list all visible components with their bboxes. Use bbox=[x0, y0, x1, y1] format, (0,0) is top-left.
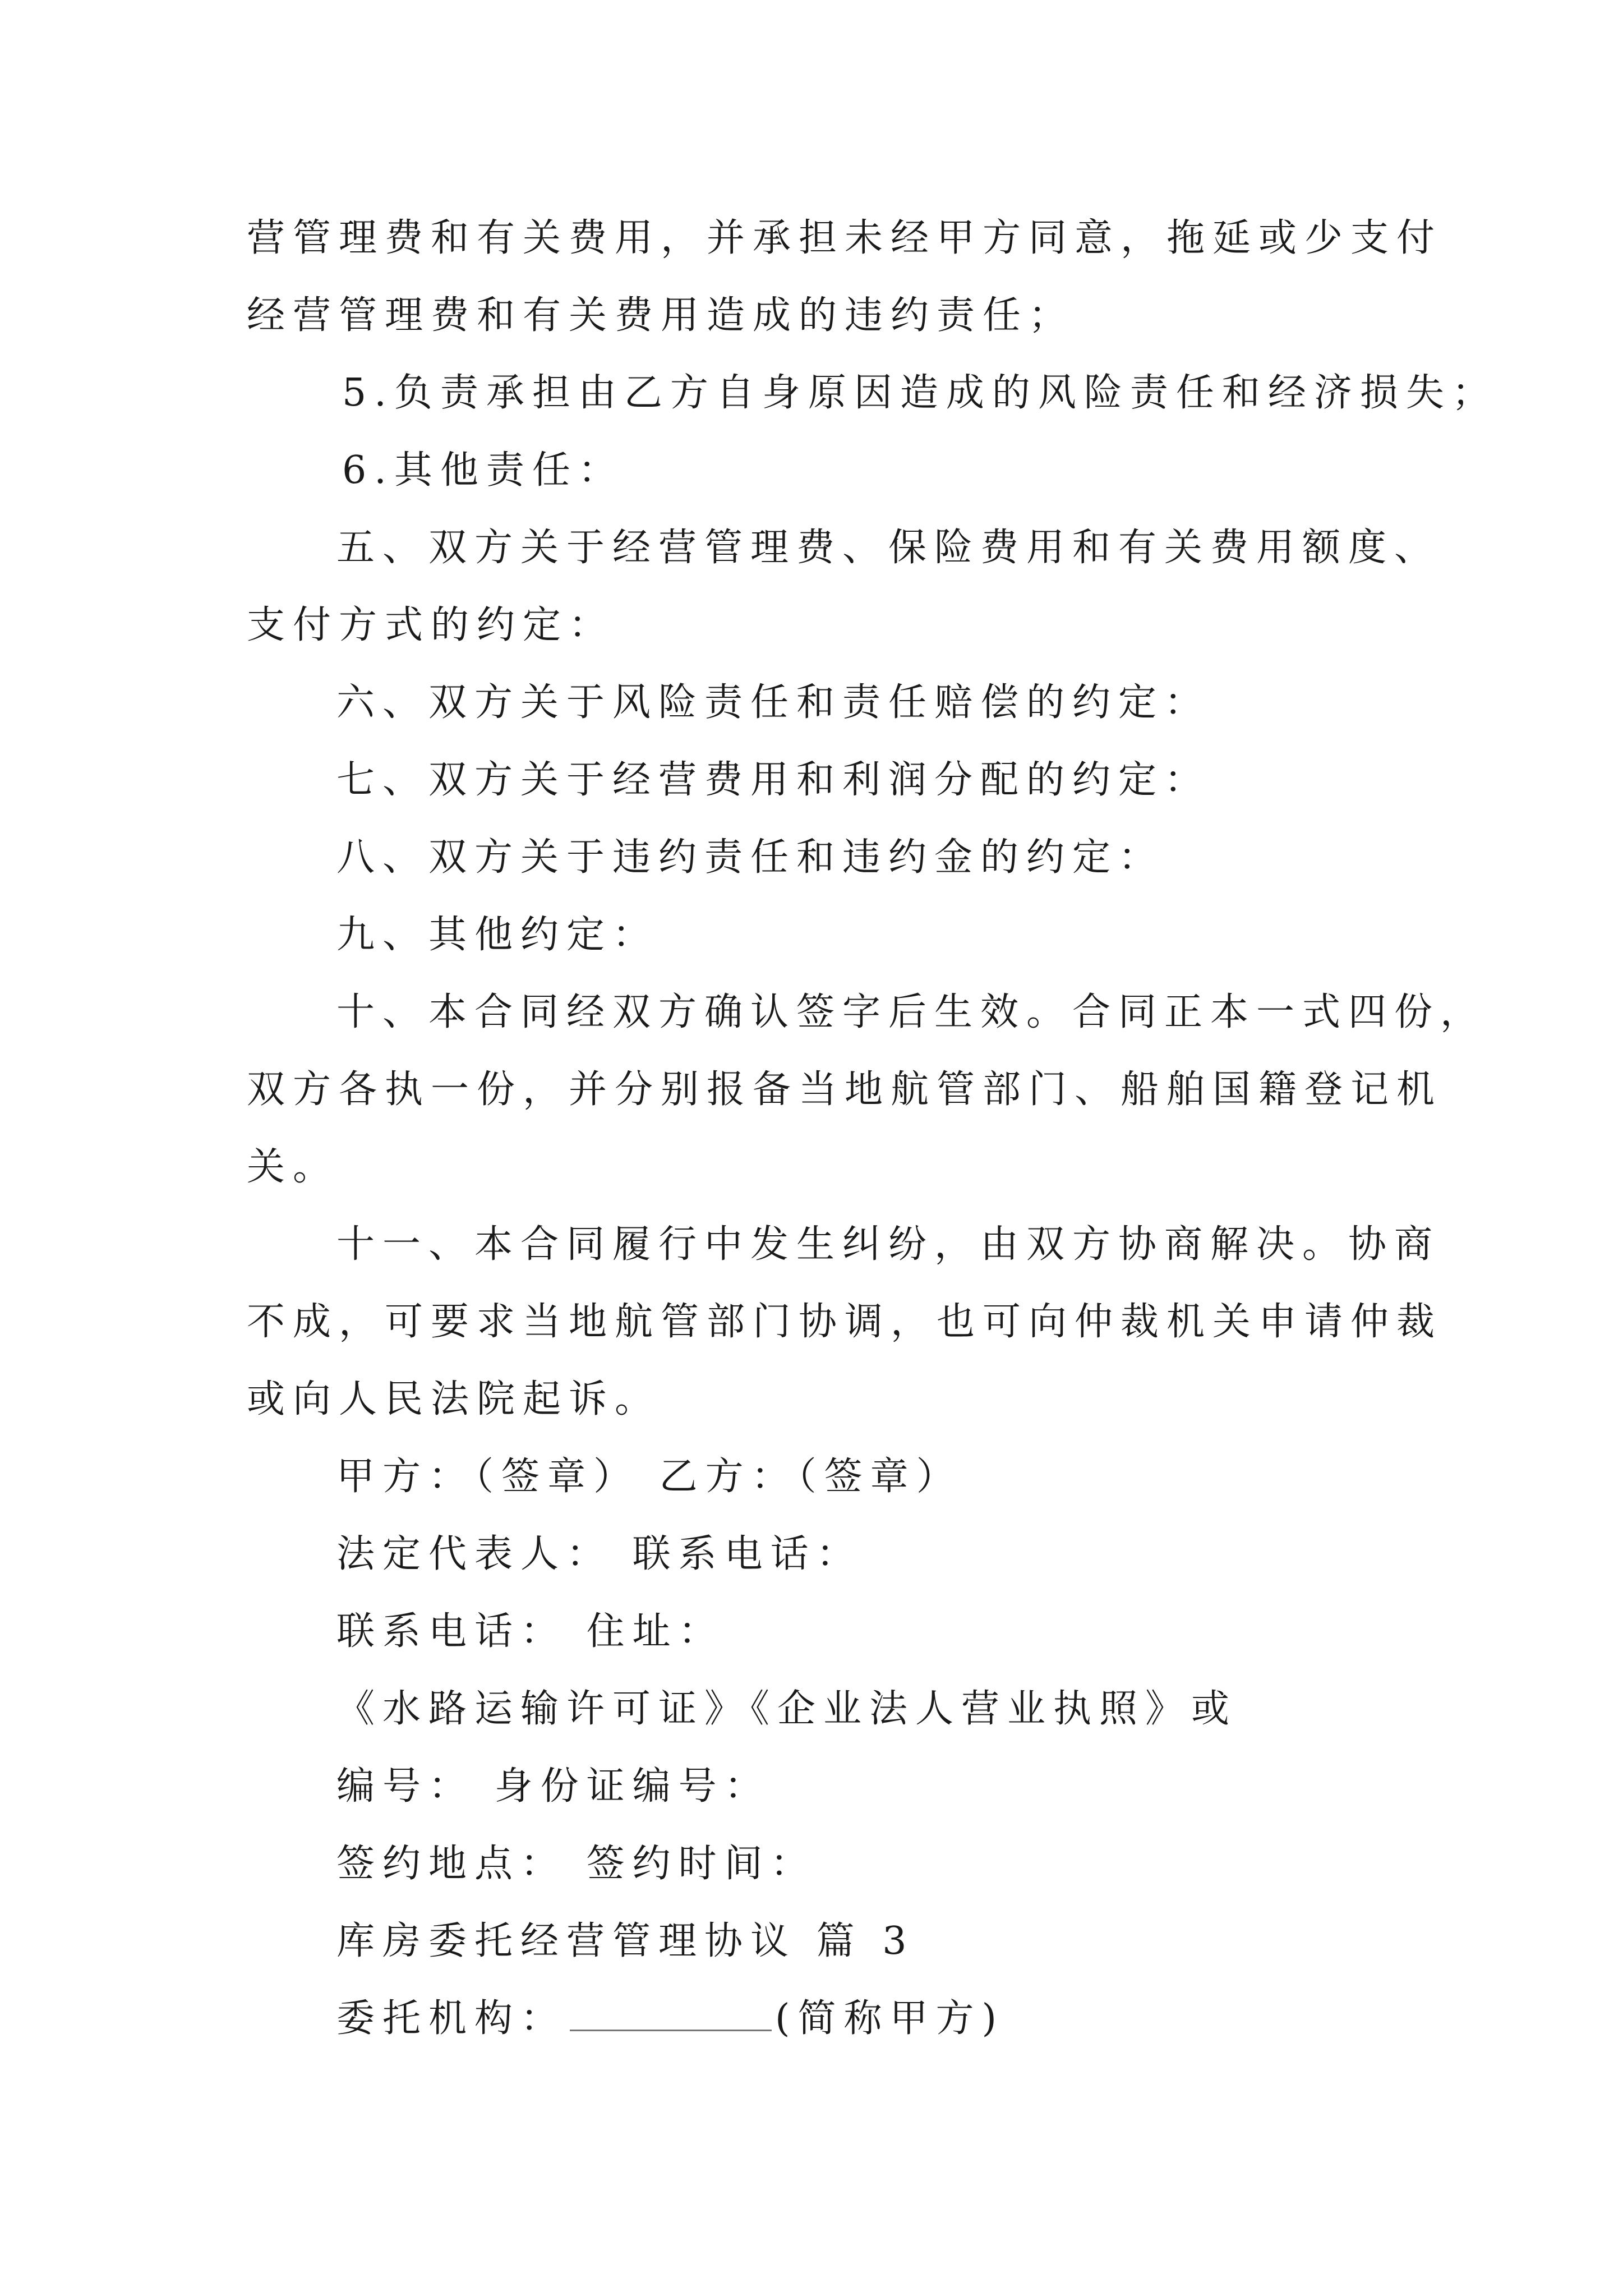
text-line: 关。 bbox=[247, 1145, 339, 1189]
license-line: 《水路运输许可证》《企业法人营业执照》或 bbox=[336, 1687, 1238, 1731]
text-line: 七、双方关于经营费用和利润分配的约定： bbox=[336, 758, 1211, 802]
text-line: 经营管理费和有关费用造成的违约责任； bbox=[247, 293, 1075, 338]
text-line: 十一、本合同履行中发生纠纷，由双方协商解决。协商 bbox=[336, 1222, 1441, 1267]
text-line: 不成，可要求当地航管部门协调，也可向仲裁机关申请仲裁 bbox=[247, 1300, 1443, 1344]
text-line: 5.负责承担由乙方自身原因造成的风险责任和经济损失； bbox=[342, 371, 1498, 415]
signature-line: 甲方：（签章） 乙方：（签章） bbox=[336, 1455, 962, 1499]
signing-line: 签约地点： 签约时间： bbox=[336, 1842, 817, 1886]
text-line: 6.其他责任： bbox=[342, 448, 624, 493]
entrusting-party-note: (简称甲方) bbox=[775, 1996, 1005, 2041]
entrusting-party-label: 委托机构： bbox=[336, 1996, 567, 2041]
text-line: 九、其他约定： bbox=[336, 913, 659, 957]
text-line: 八、双方关于违约责任和违约金的约定： bbox=[336, 835, 1165, 880]
text-line: 支付方式的约定： bbox=[247, 603, 615, 647]
text-line: 五、双方关于经营管理费、保险费用和有关费用额度、 bbox=[336, 526, 1441, 570]
text-line: 或向人民法院起诉。 bbox=[247, 1377, 661, 1421]
text-line: 六、双方关于风险责任和责任赔偿的约定： bbox=[336, 680, 1211, 725]
number-line: 编号： 身份证编号： bbox=[336, 1764, 771, 1809]
representative-line: 法定代表人： 联系电话： bbox=[336, 1532, 863, 1576]
blank-underline[interactable] bbox=[570, 1996, 772, 2031]
text-line: 营管理费和有关费用，并承担未经甲方同意，拖延或少支付 bbox=[247, 216, 1443, 260]
text-line: 十、本合同经双方确认签字后生效。合同正本一式四份， bbox=[336, 990, 1487, 1034]
text-line: 双方各执一份，并分别报备当地航管部门、船舶国籍登记机 bbox=[247, 1068, 1443, 1112]
entrusting-party-line bbox=[336, 1994, 1004, 2044]
contact-line: 联系电话： 住址： bbox=[336, 1609, 725, 1654]
section-title: 库房委托经营管理协议 篇 3 bbox=[336, 1919, 915, 1963]
